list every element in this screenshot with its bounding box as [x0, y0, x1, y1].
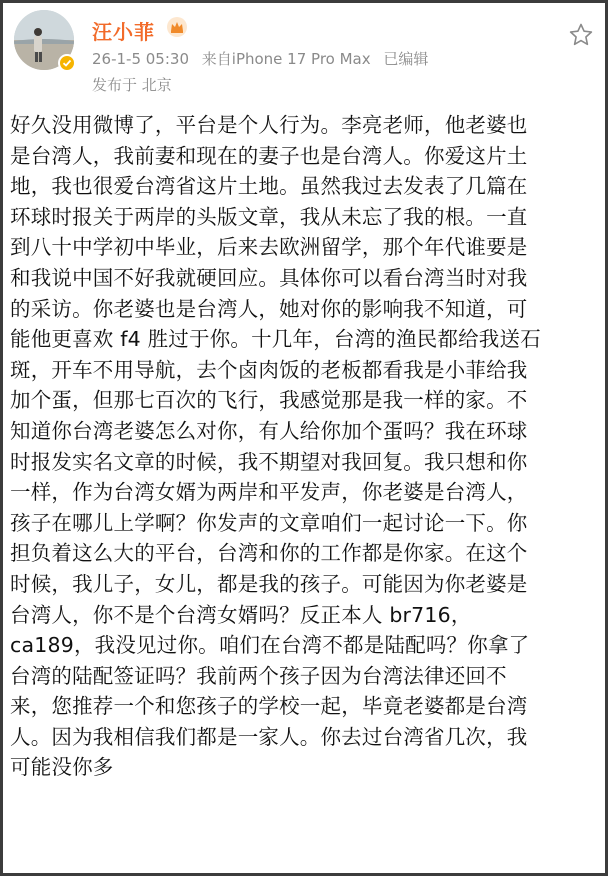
post-meta — [92, 48, 436, 69]
post-text-line: 能他更喜欢 f4 胜过于你。十几年，台湾的渔民都给我送石 — [10, 327, 541, 352]
favorite-button[interactable] — [568, 22, 594, 48]
post-text-line: 加个蛋，但那七百次的飞行，我感觉那是我一样的家。不 — [10, 388, 528, 413]
post-text-line: 担负着这么大的平台，台湾和你的工作都是你家。在这个 — [10, 541, 528, 566]
post-text-line: 人。因为我相信我们都是一家人。你去过台湾省几次，我 — [10, 724, 528, 749]
post-text-line: 和我说中国不好我就硬回应。具体你可以看台湾当时对我 — [10, 265, 528, 290]
post-text-line: 好久没用微博了，平台是个人行为。李亮老师，他老婆也 — [10, 113, 528, 137]
post-body — [10, 110, 598, 783]
post-text-line: 台湾的陆配签证吗？我前两个孩子因为台湾法律还回不 — [10, 663, 507, 688]
post-text-line: 时报发实名文章的时候，我不期望对我回复。我只想和你 — [10, 449, 528, 474]
post-text-line: 可能没你多 — [10, 755, 114, 780]
crown-badge-icon — [166, 16, 188, 38]
post-location: 发布于 北京 — [92, 76, 172, 94]
post-text-line: 来，您推荐一个和您孩子的学校一起，毕竟老婆都是台湾 — [10, 694, 528, 719]
post-text-line: 环球时报关于两岸的头版文章，我从未忘了我的根。一直 — [10, 204, 528, 229]
post-text-line: 到八十中学初中毕业，后来去欧洲留学，那个年代谁要是 — [10, 235, 528, 260]
post-text-line: 孩子在哪儿上学啊？你发声的文章咱们一起讨论一下。你 — [10, 510, 528, 535]
user-name[interactable]: 汪小菲 — [92, 20, 155, 44]
post-text-line: ca189，我没见过你。咱们在台湾不都是陆配吗？你拿了 — [10, 633, 530, 658]
post-source: 来自iPhone 17 Pro Max — [201, 50, 371, 68]
edited-label[interactable]: 已编辑 — [383, 50, 429, 68]
post-text-line: 一样，作为台湾女婿为两岸和平发声，你老婆是台湾人， — [10, 480, 528, 505]
post-header — [14, 10, 594, 106]
post-text-line: 知道你台湾老婆怎么对你，有人给你加个蛋吗？我在环球 — [10, 418, 528, 443]
post-text-line: 的采访。你老婆也是台湾人，她对你的影响我不知道，可 — [10, 296, 528, 321]
post-text-line: 斑，开车不用导航，去个卤肉饭的老板都看我是小菲给我 — [10, 357, 528, 382]
post-text-line: 地，我也很爱台湾省这片土地。虽然我过去发表了几篇在 — [10, 174, 528, 199]
post-text-line: 台湾人，你不是个台湾女婿吗？反正本人 br716， — [10, 602, 472, 627]
post-text-line: 时候，我儿子，女儿，都是我的孩子。可能因为你老婆是 — [10, 571, 528, 596]
verified-badge-icon — [58, 54, 76, 72]
star-icon — [568, 22, 594, 48]
post-text-line: 是台湾人，我前妻和现在的妻子也是台湾人。你爱这片土 — [10, 143, 528, 168]
post-date: 26-1-5 05:30 — [92, 50, 189, 68]
